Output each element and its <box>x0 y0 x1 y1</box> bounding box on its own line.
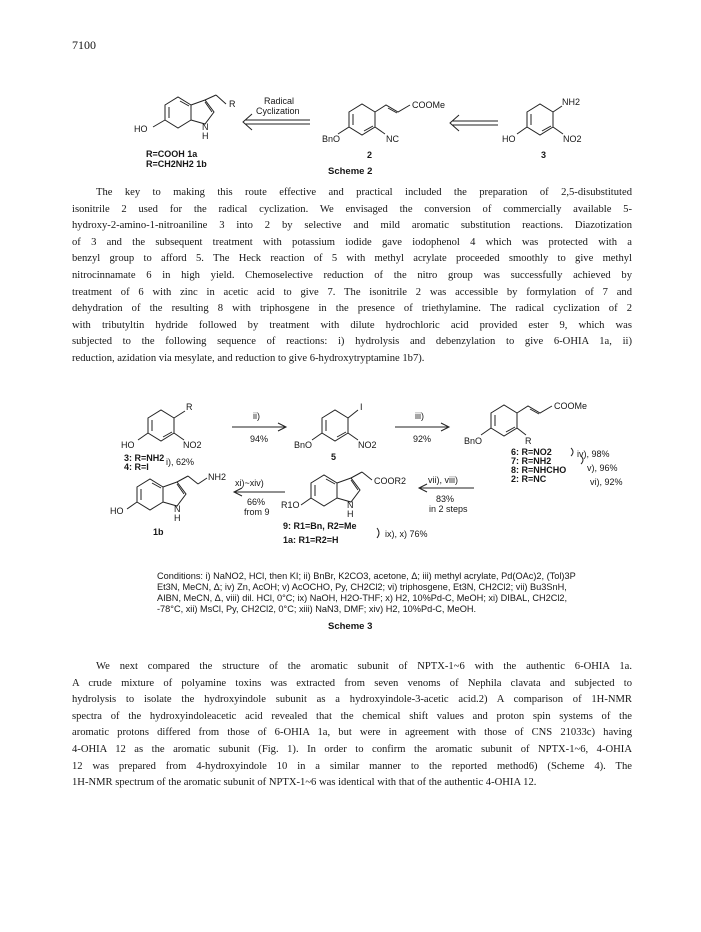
paragraph-2-line: 4-OHIA 12 as the aromatic subunit (Fig. 1). In order to confirm the aromatic subunit of NPTX-1~6, 4-OHIA <box>72 743 632 755</box>
s9-step: ix), x) 76% <box>385 529 428 539</box>
yield-ii-label: 94% <box>250 434 269 444</box>
paragraph-1-line: dehydration of the resulting 8 with triphosgene in the presence of triethylamine. The radical cyclization of 2 <box>72 303 632 315</box>
paragraph-1-line: reduction, azidation via mesylate, and reduction to give 6-hydroxytryptamine 1b7). <box>72 352 425 364</box>
paragraph-2-line: aromatic protons differed from those of 6-OHIA 1a, but were in agreement with those of CNS 21033c) having <box>72 727 632 739</box>
s9-line2: 1a: R1=R2=H <box>283 535 339 545</box>
coome-label: COOMe <box>412 100 446 110</box>
conditions-line: AIBN, MeCN, Δ, viii) dil. HCl, 0°C; ix) NaOH, H2O-THF; x) H2, 10%Pd-C, MeOH; xi) DIBAL, CH2Cl2, <box>157 593 568 603</box>
compound-1a-label: R=COOH 1a <box>146 149 198 159</box>
s6-r-label: R <box>525 436 532 446</box>
compound-2-number: 2 <box>367 150 373 160</box>
bno-label: BnO <box>322 134 341 144</box>
step-xi-xiv-label: xi)~xiv) <box>235 478 264 488</box>
paragraph-1-line: benzyl group to afford 5. The Heck reaction of 5 with methyl acrylate proceeded smoothly to give methyl <box>72 253 632 265</box>
step-vii-viii-label: vii), viii) <box>428 475 458 485</box>
from-9-label: from 9 <box>244 507 270 517</box>
indole-r-label: R <box>229 99 236 109</box>
arrow-ii <box>232 423 286 431</box>
compound-3-number: 3 <box>541 150 547 160</box>
paragraph-2-line: spectra of the hydroxyindoleacetic acid revealed that the chemical shift values and proton spin systems of the <box>72 710 632 722</box>
s3-labels-line2: 4: R=I <box>124 462 149 472</box>
indole-ho-label: HO <box>134 124 148 134</box>
scheme-3-title: Scheme 3 <box>328 621 373 632</box>
s3-ho-label: HO <box>121 440 135 450</box>
s9-line1: 9: R1=Bn, R2=Me <box>283 521 357 531</box>
s3-labels-line1: 3: R=NH2 <box>124 453 165 463</box>
yield-iii-label: 92% <box>413 434 432 444</box>
radical-label: Radical <box>264 96 295 106</box>
nc-label: NC <box>386 134 399 144</box>
s1b-n-label: N <box>174 504 181 514</box>
paragraph-2 <box>72 659 632 792</box>
paragraph-2-line: hydrolysis to isolate the hydroxyindole subunit as a hydroxyindole-3-acetic acid.2) A comparison of 1H-NMR <box>72 694 632 706</box>
paragraph-1-line: with tributyltin hydride followed by treatment with dilute hydrochloric acid provided ester 9, which was <box>72 319 632 331</box>
arrow-iii <box>395 423 449 431</box>
s5-number: 5 <box>331 452 337 462</box>
s6-coome-label: COOMe <box>554 401 588 411</box>
paragraph-2-line: We next compared the structure of the aromatic subunit of NPTX-1~6 with the authentic 6-OHIA 1a. <box>96 661 632 672</box>
compound-1b-label: R=CH2NH2 1b <box>146 159 207 169</box>
compound-3-4-structure <box>138 410 185 441</box>
yield-83-label: 83% <box>436 494 455 504</box>
s6-line3: 8: R=NHCHO <box>511 465 567 475</box>
s6-line2: 7: R=NH2 <box>511 456 552 466</box>
yield-66-label: 66% <box>247 497 266 507</box>
scheme-2-title: Scheme 2 <box>328 166 373 177</box>
paragraph-1-line: subjected to the following sequence of reactions: i) hydrolysis and debenzylation to give 6-OHIA 1a, ii) <box>72 336 632 348</box>
conditions-line: -78°C, xii) MsCl, Py, CH2Cl2, 0°C; xiii) NaN3, DMF; xiv) H2, 10%Pd-C, MeOH. <box>157 604 477 614</box>
arrow-vii-viii <box>419 484 474 492</box>
s3-step-i: i), 62% <box>166 457 195 467</box>
compound-1b-structure <box>127 476 207 510</box>
arrow-xi-xiv <box>234 488 285 496</box>
ho-label-3: HO <box>502 134 516 144</box>
s5-no2-label: NO2 <box>358 440 377 450</box>
s5-bno-label: BnO <box>294 440 313 450</box>
compound-6-structure <box>481 405 552 436</box>
nh2-label: NH2 <box>562 97 581 107</box>
s1b-nh2-label: NH2 <box>208 472 227 482</box>
s3-r-label: R <box>186 402 193 412</box>
s1b-ho-label: HO <box>110 506 124 516</box>
s9-n-label: N <box>347 500 354 510</box>
paragraph-1-line: isonitrile 2 used for the radical cyclization. We envisaged the conversion of commercially available 5- <box>72 203 632 215</box>
no2-label-3: NO2 <box>563 134 582 144</box>
compound-5-structure <box>312 410 358 441</box>
s6-step-vi: vi), 92% <box>590 477 623 487</box>
step-ii-label: ii) <box>253 411 260 421</box>
s6-bno-label: BnO <box>464 436 483 446</box>
scheme-3-conditions <box>157 571 587 615</box>
cyclization-label: Cyclization <box>256 106 300 116</box>
in-2-steps-label: in 2 steps <box>429 504 468 514</box>
s1b-h-label: H <box>174 513 181 523</box>
s9-r1o-label: R1O <box>281 500 300 510</box>
paragraph-2-line: A crude mixture of polyamine toxins was extracted from seven venoms of Nephila clavata and subjected to <box>72 677 632 689</box>
s6-step-iv: iv), 98% <box>577 449 610 459</box>
s1b-number: 1b <box>153 527 164 537</box>
s5-i-label: I <box>360 402 363 412</box>
step-iii-label: iii) <box>415 411 424 421</box>
compound-9-structure <box>301 472 372 506</box>
paragraph-2-line: 12 was prepared from 4-hydroxyindole 10 in a similar manner to the reported method6) (Scheme 4). The <box>72 760 632 772</box>
s6-step-v: v), 96% <box>587 463 618 473</box>
s9-coor2-label: COOR2 <box>374 476 407 486</box>
s3-no2-label: NO2 <box>183 440 202 450</box>
paragraph-1-line: hydroxy-2-amino-1-nitroaniline 3 into 2 by selective and mild aromatic substitution reactions. Diazotization <box>72 220 632 232</box>
paragraph-1-line: of 3 and the subsequent treatment with potassium iodide gave iodophenol 4 which was protected with a <box>72 236 632 248</box>
bracket-9-1a <box>377 528 379 538</box>
paragraph-1-line: The key to making this route effective and practical included the preparation of 2,5-disubstituted <box>96 187 632 198</box>
s6-line4: 2: R=NC <box>511 474 547 484</box>
conditions-line: Conditions: i) NaNO2, HCl, then KI; ii) BnBr, K2CO3, acetone, Δ; iii) methyl acrylate, Pd(OAc)2, (Tol)3P <box>157 571 576 581</box>
page-number: 7100 <box>72 38 96 52</box>
indole-h-label: H <box>202 131 209 141</box>
s6-line1: 6: R=NO2 <box>511 447 552 457</box>
paragraph-1-line: treatment of 6 with zinc in acetic acid to give 7. The isonitrile 2 was accessible by formylation of 7 and <box>72 286 632 298</box>
indole-n-label: N <box>202 122 209 132</box>
conditions-line: Et3N, MeCN, Δ; iv) Zn, AcOH; v) AcOCHO, Py, CH2Cl2; vi) triphosgene, Et3N, CH2Cl2; vii) Bu3SnH, <box>157 582 567 592</box>
paragraph-1-line: nitrocinnamate 6 in high yield. Chemoselective reduction of the nitro group was successfully achieved by <box>72 269 632 281</box>
s9-h-label: H <box>347 509 354 519</box>
paragraph-2-line: 1H-NMR spectrum of the aromatic subunit of NPTX-1~6 was identical with that of the authentic 4-OHIA 12. <box>72 777 537 789</box>
